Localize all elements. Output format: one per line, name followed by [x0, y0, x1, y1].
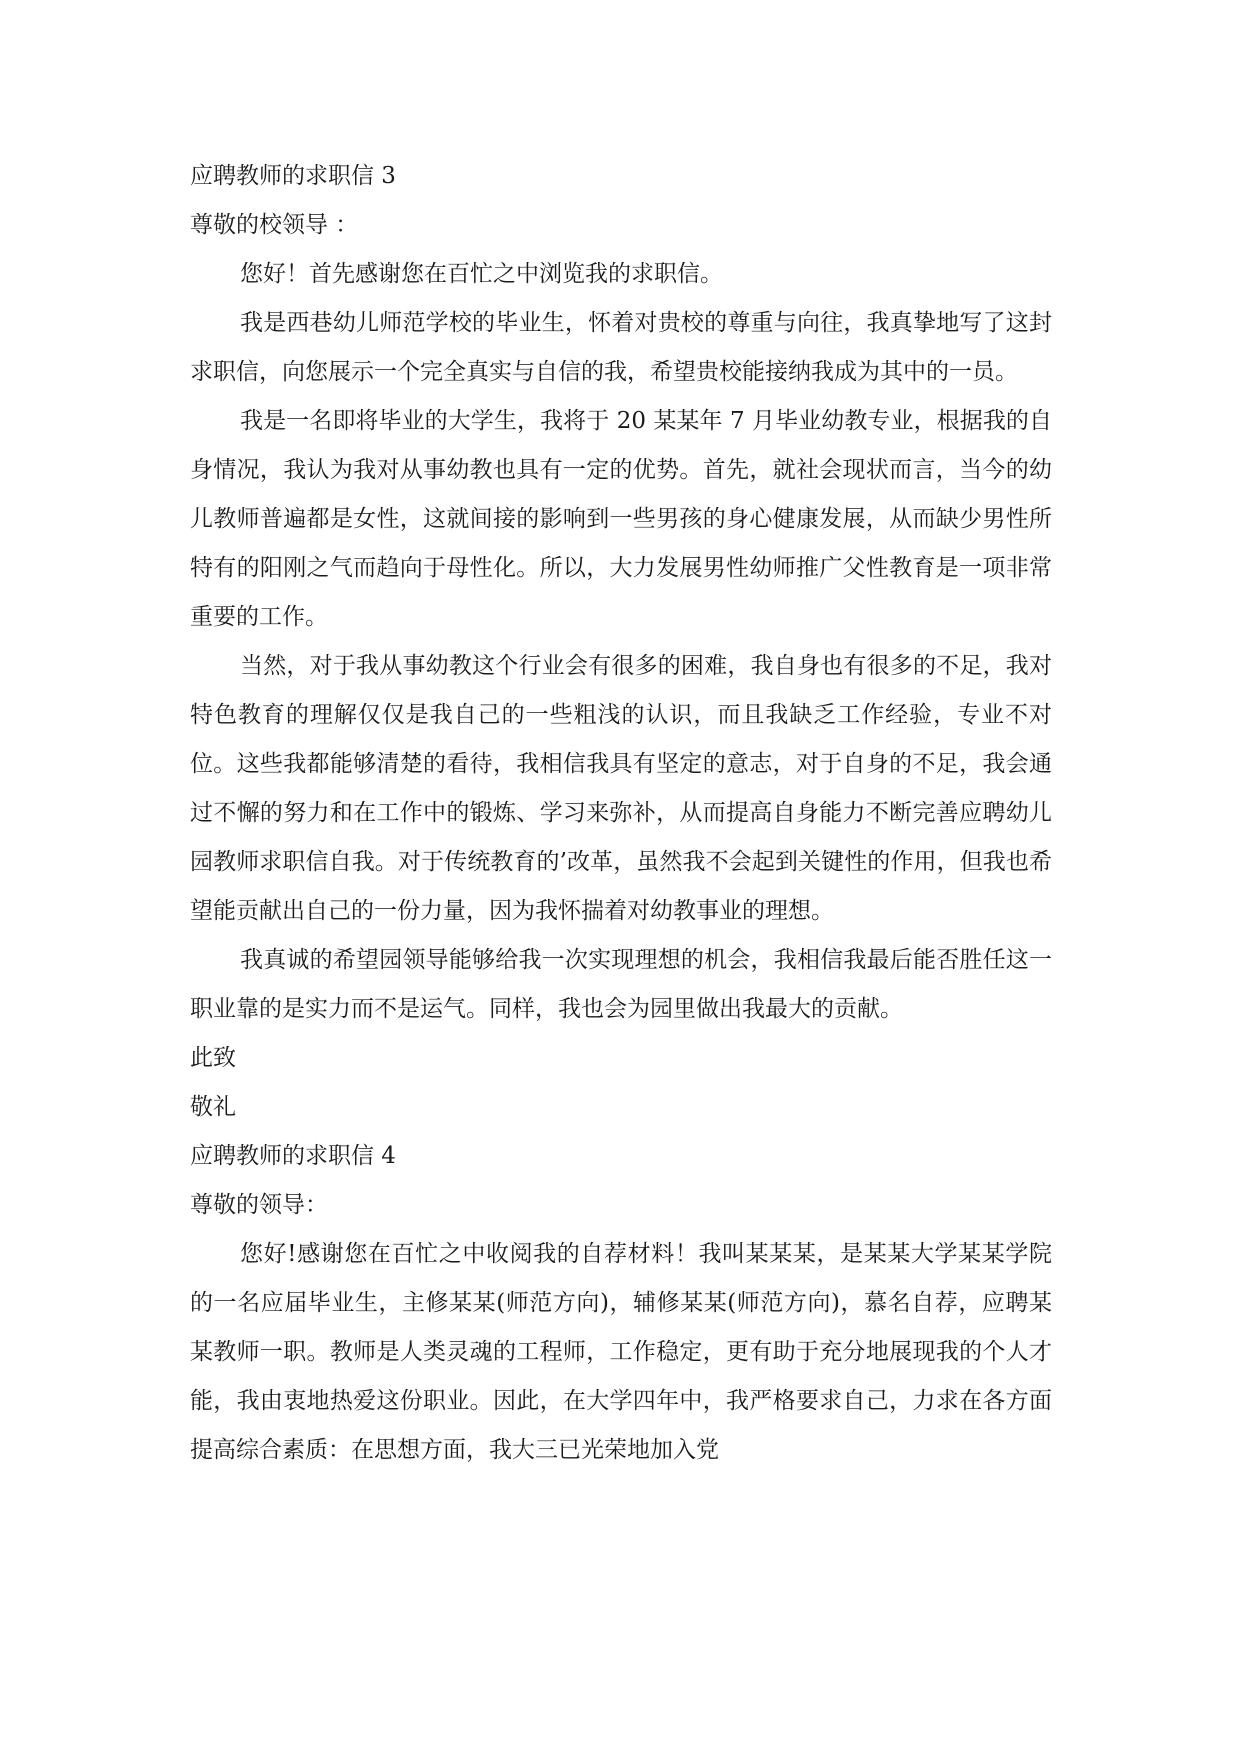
letter-3-salutation: 尊敬的校领导 ： [190, 212, 359, 238]
letter-4-salutation: 尊敬的领导： [190, 1192, 328, 1218]
letter-3-title: 应聘教师的求职信 3 [190, 163, 396, 189]
letter-4-paragraph-1: 您好!感谢您在百忙之中收阅我的自荐材料！我叫某某某，是某某大学某某学院的一名应届毕业生，主修某某(师范方向)，辅修某某(师范方向)，慕名自荐，应聘某某教师一职。教师是人类灵魂的工程师，工作稳定，更有助于充分地展现我的个人才能，我由衷地热爱这份职业。因此，在大学四年中，我严格要求自己，力求在各方面提高综合素质：在思想方面，我大三已光荣地加入党 [190, 1241, 1052, 1463]
letter-3-paragraph-5: 我真诚的希望园领导能够给我一次实现理想的机会，我相信我最后能否胜任这一职业靠的是实力而不是运气。同样，我也会为园里做出我最大的贡献。 [190, 947, 1052, 1022]
letter-3-closing-1: 此致 [190, 1045, 236, 1071]
letter-3-paragraph-4: 当然，对于我从事幼教这个行业会有很多的困难，我自身也有很多的不足，我对特色教育的理解仅仅是我自己的一些粗浅的认识，而且我缺乏工作经验，专业不对位。这些我都能够清楚的看待，我相信我具有坚定的意志，对于自身的不足，我会通过不懈的努力和在工作中的锻炼、学习来弥补，从而提高自身能力不断完善应聘幼儿园教师求职信自我。对于传统教育的’改革，虽然我不会起到关键性的作用，但我也希望能贡献出自己的一份力量，因为我怀揣着对幼教事业的理想。 [190, 653, 1052, 924]
document-body [190, 152, 1052, 1475]
letter-4-title: 应聘教师的求职信 4 [190, 1143, 396, 1169]
letter-3-closing-2: 敬礼 [190, 1094, 236, 1120]
letter-3-paragraph-3: 我是一名即将毕业的大学生，我将于 20 某某年 7 月毕业幼教专业，根据我的自身情况，我认为我对从事幼教也具有一定的优势。首先，就社会现状而言，当今的幼儿教师普遍都是女性，这就间接的影响到一些男孩的身心健康发展，从而缺少男性所特有的阳刚之气而趋向于母性化。所以，大力发展男性幼师推广父性教育是一项非常重要的工作。 [190, 408, 1052, 630]
letter-3-paragraph-2: 我是西巷幼儿师范学校的毕业生，怀着对贵校的尊重与向往，我真挚地写了这封求职信，向您展示一个完全真实与自信的我，希望贵校能接纳我成为其中的一员。 [190, 310, 1052, 385]
letter-3-paragraph-1: 您好！首先感谢您在百忙之中浏览我的求职信。 [240, 261, 723, 287]
